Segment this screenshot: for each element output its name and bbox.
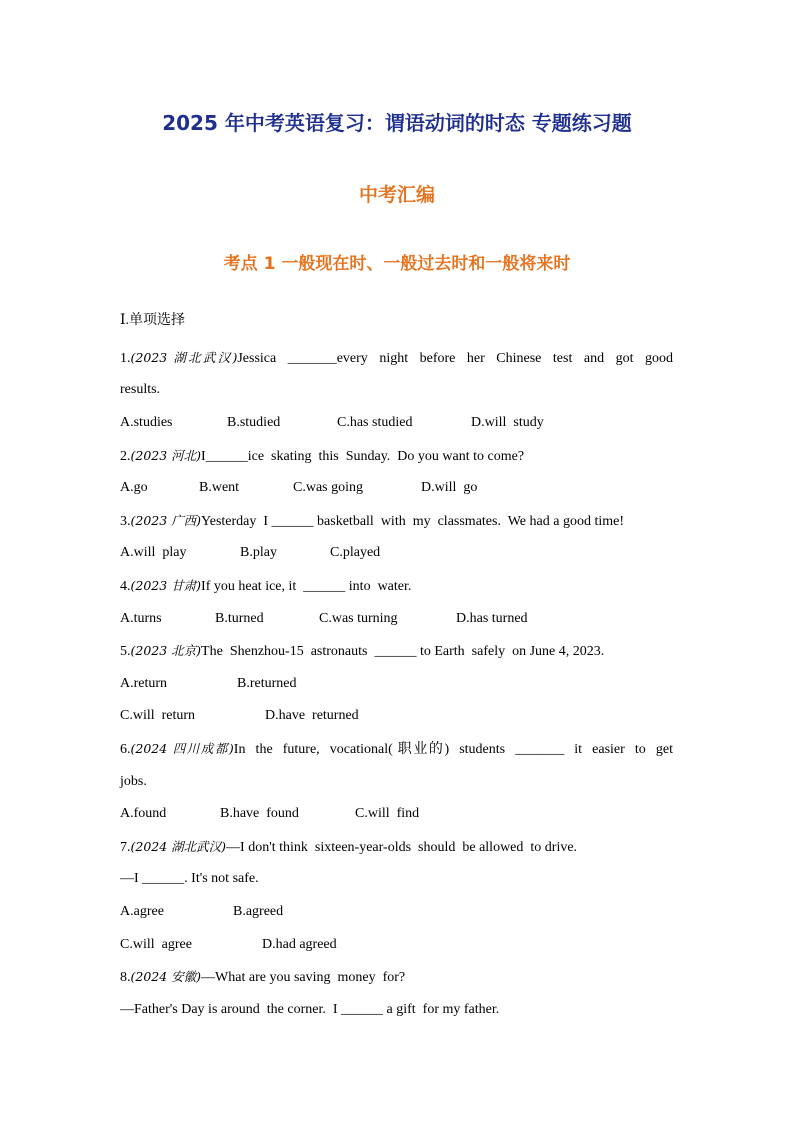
question-4-options	[120, 610, 528, 628]
question-6-stem-cont: jobs.	[120, 774, 147, 789]
question-7-stem: 7.(2024 湖北武汉)—I don't think sixteen-year-olds should be allowed to drive.	[120, 839, 578, 855]
question-6-options	[120, 805, 419, 823]
option: A.return	[120, 676, 168, 691]
option: D.will study	[471, 415, 544, 430]
option: A.will play	[120, 545, 187, 560]
option: A.go	[120, 480, 148, 495]
option: C.has studied	[337, 415, 413, 430]
option: B.went	[199, 480, 240, 495]
option: B.play	[240, 545, 277, 560]
question-7-options-row1	[120, 903, 283, 921]
question-3-options	[120, 544, 380, 562]
option: C.was turning	[319, 611, 398, 626]
option: C.will return	[120, 708, 196, 723]
option: D.will go	[421, 480, 478, 495]
option: A.turns	[120, 611, 162, 626]
section-title: 考点 1 一般现在时、一般过去时和一般将来时	[223, 254, 571, 274]
option: D.have returned	[265, 708, 359, 723]
option: D.has turned	[456, 611, 528, 626]
question-4-stem: 4.(2023 甘肃)If you heat ice, it ______ into water.	[120, 578, 412, 594]
option: D.had agreed	[262, 937, 337, 952]
question-8-stem-cont: —Father's Day is around the corner. I ______ a gift for my father.	[120, 1002, 500, 1017]
option: B.studied	[227, 415, 281, 430]
question-7-stem-cont: —I ______. It's not safe.	[120, 871, 259, 886]
option: A.agree	[120, 904, 164, 919]
option: A.found	[120, 806, 167, 821]
option: B.agreed	[233, 904, 284, 919]
question-2-options	[120, 479, 477, 497]
question-8-stem: 8.(2024 安徽)—What are you saving money for?	[120, 969, 406, 985]
question-5-stem: 5.(2023 北京)The Shenzhou-15 astronauts ______ to Earth safely on June 4, 2023.	[120, 643, 605, 659]
question-5-options-row1	[120, 675, 296, 693]
question-6-stem: 6.(2024 四川成都)In the future, vocational( 职业的) students _______ it easier to get	[120, 741, 673, 757]
option: C.was going	[293, 480, 363, 495]
option: B.turned	[215, 611, 264, 626]
document-title: 2025 年中考英语复习：谓语动词的时态 专题练习题	[162, 111, 632, 135]
part-label: Ⅰ.单项选择	[120, 313, 186, 328]
question-7-options-row2	[120, 936, 337, 954]
option: B.returned	[237, 676, 297, 691]
document-subtitle: 中考汇编	[358, 184, 435, 206]
question-5-options-row2	[120, 707, 359, 725]
option: C.will find	[355, 806, 420, 821]
question-3-stem: 3.(2023 广西)Yesterday I ______ basketball with my classmates. We had a good time!	[120, 513, 624, 529]
option: C.will agree	[120, 937, 192, 952]
option: A.studies	[120, 415, 173, 430]
question-1-stem: 1.(2023 湖北武汉)Jessica _______every night before her Chinese test and got good	[120, 350, 673, 366]
question-1-stem-cont: results.	[120, 382, 161, 397]
option: B.have found	[220, 806, 299, 821]
option: C.played	[330, 545, 381, 560]
question-2-stem: 2.(2023 河北)I______ice skating this Sunday. Do you want to come?	[120, 448, 525, 464]
question-1-options	[120, 414, 544, 432]
